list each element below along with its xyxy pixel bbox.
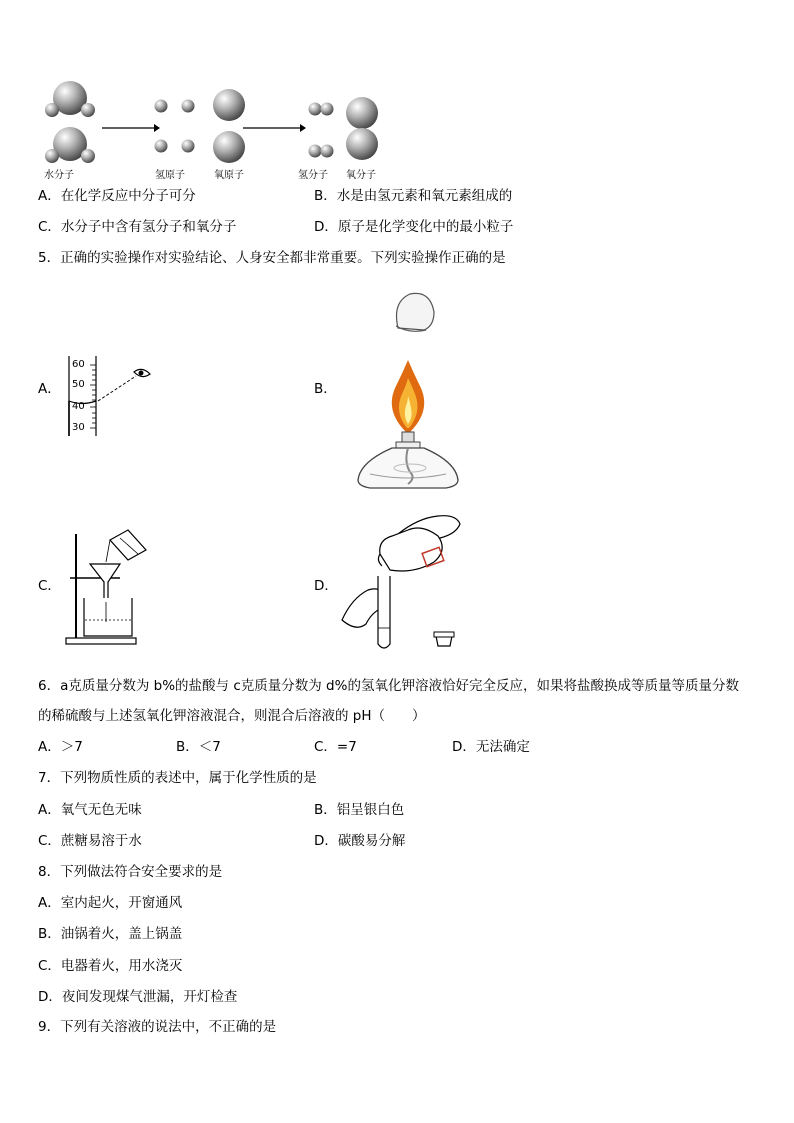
label-oxygen-atom: 氧原子	[214, 170, 244, 181]
q6-stem-line1: 6．a克质量分数为 b%的盐酸与 c克质量分数为 d%的氢氧化钾溶液恰好完全反应，如果将盐酸换成等质量等质量分数	[38, 678, 739, 694]
q4-option-c: C．水分子中含有氢分子和氧分子	[38, 219, 237, 235]
reaction-arrow-2	[243, 124, 306, 132]
q6-stem-line2: 的稀硫酸与上述氢氧化钾溶液混合，则混合后溶液的 pH（ ）	[38, 708, 426, 724]
q7-option-c: C．蔗糖易溶于水	[38, 833, 142, 849]
q5-label-a: A．	[38, 381, 61, 397]
pouring-beaker-icon	[106, 530, 146, 562]
q5-label-c: C．	[38, 578, 61, 594]
q5-label-d: D．	[314, 578, 338, 594]
q6-option-d: D．无法确定	[452, 739, 530, 755]
cylinder-tick-60: 60	[72, 359, 85, 370]
water-decomposition-figure	[38, 78, 398, 186]
test-tube-icon	[378, 576, 390, 648]
q4-option-b: B．水是由氢元素和氧元素组成的	[314, 188, 513, 204]
filtration-figure	[62, 524, 162, 648]
q4-option-a: A．在化学反应中分子可分	[38, 188, 196, 204]
q4-option-d: D．原子是化学变化中的最小粒子	[314, 219, 514, 235]
oxygen-atoms	[213, 89, 245, 163]
q7-stem: 7．下列物质性质的表述中，属于化学性质的是	[38, 770, 317, 786]
q5-label-b: B．	[314, 381, 337, 397]
q7-option-d: D．碳酸易分解	[314, 833, 406, 849]
q9-stem: 9．下列有关溶液的说法中，不正确的是	[38, 1019, 277, 1035]
q6-option-a: A．＞7	[38, 739, 83, 755]
stopper-icon	[434, 632, 454, 646]
flame-icon	[392, 360, 424, 432]
alcohol-lamp-figure	[350, 282, 460, 492]
water-molecule-bottom	[45, 127, 95, 163]
q6-option-b: B．＜7	[176, 739, 221, 755]
label-water-molecule: 水分子	[44, 170, 74, 181]
test-tube-pouring-figure	[338, 508, 468, 656]
reagent-bottle-icon	[378, 528, 443, 571]
label-oxygen-molecule: 氧分子	[346, 170, 376, 181]
q6-option-c: C．=7	[314, 739, 357, 755]
cylinder-tick-50: 50	[72, 379, 85, 390]
eye-icon	[134, 369, 150, 376]
hydrogen-molecules	[309, 103, 334, 158]
label-hydrogen-atom: 氢原子	[155, 170, 185, 181]
q7-option-a: A．氧气无色无味	[38, 802, 142, 818]
q8-option-d: D．夜间发现煤气泄漏，开灯检查	[38, 989, 238, 1005]
q8-option-c: C．电器着火，用水浇灭	[38, 958, 183, 974]
water-molecule-top	[45, 81, 95, 117]
cylinder-tick-40: 40	[72, 401, 85, 412]
q8-option-a: A．室内起火，开窗通风	[38, 895, 183, 911]
oxygen-molecule	[346, 97, 378, 160]
q7-option-b: B．铝呈银白色	[314, 802, 405, 818]
q8-option-b: B．油锅着火，盖上锅盖	[38, 926, 183, 942]
reaction-arrow-1	[102, 124, 160, 132]
lamp-cap-icon	[396, 293, 434, 331]
hydrogen-atoms	[155, 100, 195, 153]
cylinder-tick-30: 30	[72, 422, 85, 433]
graduated-cylinder-figure	[62, 352, 162, 440]
q8-stem: 8．下列做法符合安全要求的是	[38, 864, 223, 880]
q5-stem: 5．正确的实验操作对实验结论、人身安全都非常重要。下列实验操作正确的是	[38, 250, 506, 266]
label-hydrogen-molecule: 氢分子	[298, 170, 328, 181]
